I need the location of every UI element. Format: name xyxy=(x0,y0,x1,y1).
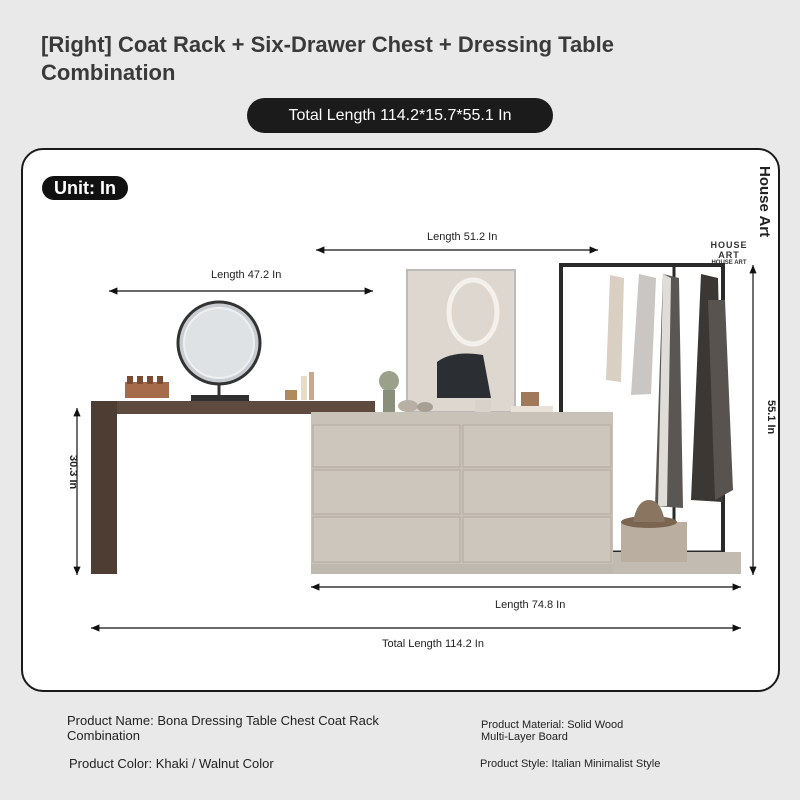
total-size-pill: Total Length 114.2*15.7*55.1 In xyxy=(247,98,553,133)
unit-badge: Unit: In xyxy=(42,176,128,200)
brand-logo-mark: HOUSE ART xyxy=(710,240,748,260)
furniture-illustration xyxy=(23,150,778,690)
product-material: Product Material: Solid Wood Multi-Layer Board xyxy=(481,719,624,743)
product-style: Product Style: Italian Minimalist Style xyxy=(480,758,661,770)
brand-vertical-text: House Art xyxy=(756,166,773,238)
dressing-table-length-label: Length 47.2 In xyxy=(211,269,282,281)
storage-box-and-hat xyxy=(621,500,687,562)
product-dimension-panel xyxy=(21,148,780,692)
table-height-label: 30.3 In xyxy=(67,455,79,490)
product-color: Product Color: Khaki / Walnut Color xyxy=(69,756,274,771)
wall-art xyxy=(407,270,515,412)
rack-height-label: 55.1 In xyxy=(765,400,777,435)
brand-logo-sub: HOUSE ART xyxy=(711,260,747,266)
hanging-clothes xyxy=(606,274,733,508)
page-title: [Right] Coat Rack + Six-Drawer Chest + Dressing Table Combination xyxy=(41,32,614,85)
product-name: Product Name: Bona Dressing Table Chest Coat Rack Combination xyxy=(67,713,379,743)
chest-length-label: Length 74.8 In xyxy=(495,599,566,611)
chest-top-length-label: Length 51.2 In xyxy=(427,231,498,243)
round-mirror xyxy=(178,302,260,401)
total-length-label: Total Length 114.2 In xyxy=(382,638,484,650)
